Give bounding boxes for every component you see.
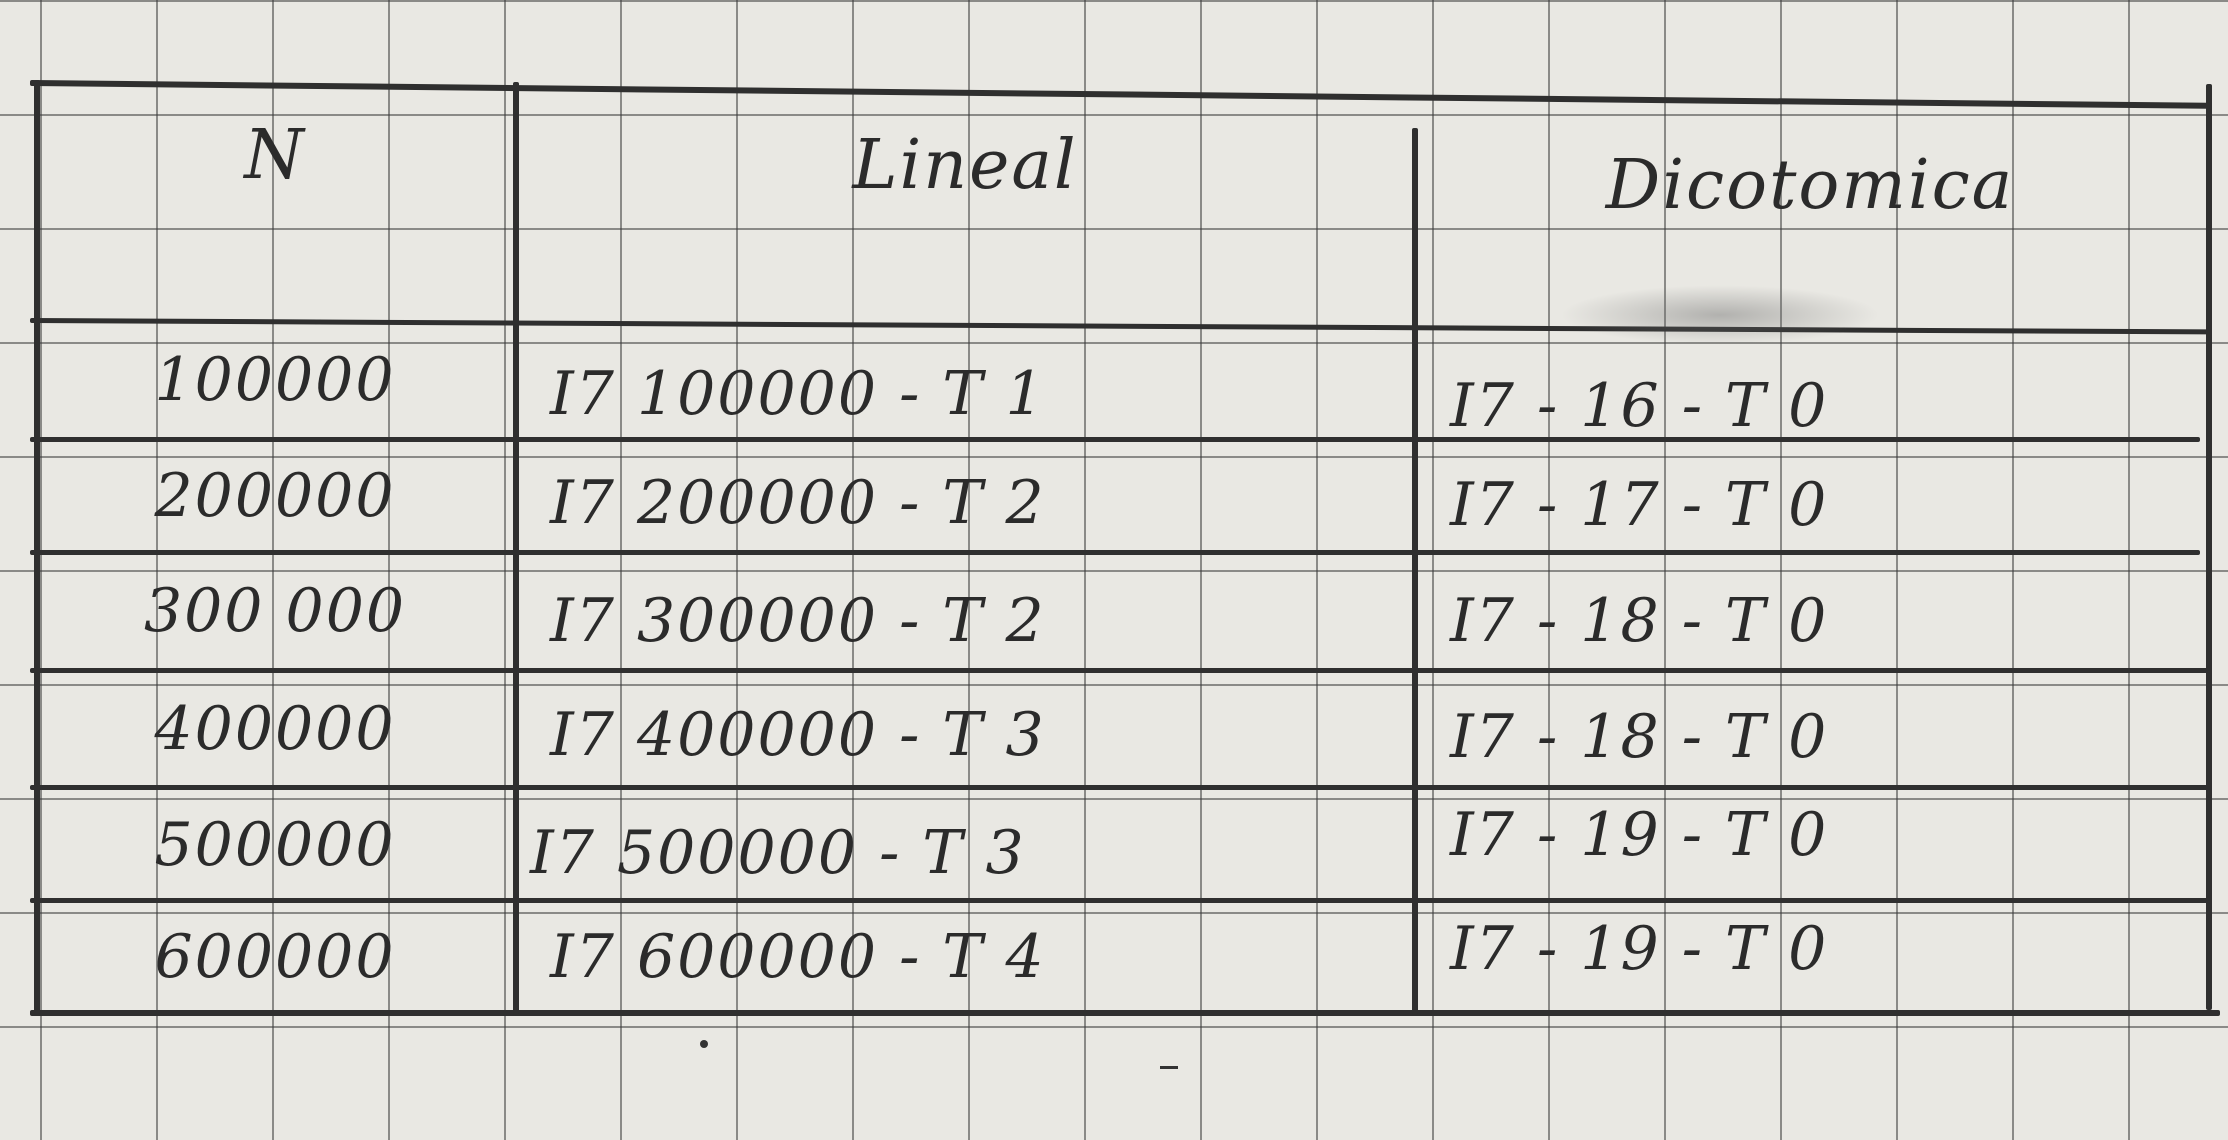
table-row-1-lineal: I7 100000 - T 1 — [550, 359, 1046, 429]
table-row-1-n: 100000 — [154, 345, 396, 415]
table-row-1-dicotomica: I7 - 16 - T 0 — [1450, 371, 1829, 441]
header-lineal: Lineal — [852, 125, 1078, 205]
table-row-4-lineal: I7 400000 - T 3 — [550, 700, 1046, 770]
table-right-border — [2206, 84, 2212, 1010]
table-row-2-lineal: I7 200000 - T 2 — [550, 468, 1046, 538]
stray-dash-mark — [1160, 1066, 1178, 1069]
table-row-5-n: 500000 — [154, 810, 396, 880]
table-row-6-dicotomica: I7 - 19 - T 0 — [1450, 914, 1829, 984]
table-row-3-n: 300 000 — [143, 576, 407, 646]
header-dicotomica: Dicotomica — [1605, 145, 2015, 225]
column-divider-2 — [1412, 128, 1418, 1015]
table-row-2-n: 200000 — [154, 461, 396, 531]
table-row-5-lineal: I7 500000 - T 3 — [530, 818, 1026, 888]
table-row-4-dicotomica: I7 - 18 - T 0 — [1450, 702, 1829, 772]
table-row-3-lineal: I7 300000 - T 2 — [550, 586, 1046, 656]
stray-dot-mark — [700, 1040, 708, 1048]
table-row-6-n: 600000 — [154, 922, 396, 992]
table-row-4-n: 400000 — [154, 694, 396, 764]
pencil-smudge — [1560, 285, 1880, 345]
table-row-2-dicotomica: I7 - 17 - T 0 — [1450, 470, 1829, 540]
table-row-6-lineal: I7 600000 - T 4 — [550, 922, 1046, 992]
table-row-5-dicotomica: I7 - 19 - T 0 — [1450, 800, 1829, 870]
table-bottom-border — [30, 1010, 2220, 1016]
column-divider-1 — [513, 82, 519, 1015]
table-row-3-dicotomica: I7 - 18 - T 0 — [1450, 586, 1829, 656]
header-n: N — [244, 115, 306, 195]
